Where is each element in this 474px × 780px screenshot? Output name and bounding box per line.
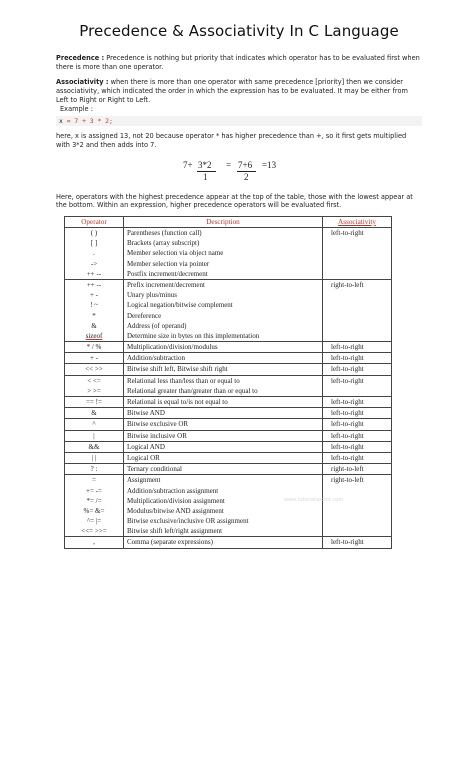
code-expression: = 7 + 3 * 2; <box>66 117 113 126</box>
associativity-value: left-to-right <box>331 431 364 440</box>
description-cell <box>124 353 323 364</box>
associativity-cell <box>323 537 392 548</box>
operator-symbol: + - <box>89 291 99 300</box>
code-prefix: x <box>59 117 67 126</box>
associativity-cell <box>323 441 392 452</box>
associativity-cell <box>323 228 392 280</box>
associativity-value: left-to-right <box>331 354 364 363</box>
operator-cell <box>65 408 124 419</box>
operator-symbol: == != <box>86 398 102 407</box>
operator-symbol: * / % <box>86 343 102 352</box>
operator-symbol: sizeof <box>85 331 103 340</box>
description-cell <box>124 441 323 452</box>
formula-frac1-denominator: 1 <box>203 171 208 182</box>
table-row <box>65 279 392 341</box>
operator-description: Logical negation/bitwise complement <box>127 301 233 310</box>
description-cell <box>124 364 323 375</box>
precedence-text: Precedence is nothing but priority that indicates which operator has to be evaluated first when there is more than one operator. <box>56 54 420 71</box>
associativity-cell <box>323 464 392 475</box>
example-label: Example : <box>60 104 93 113</box>
operator-symbol: > >= <box>87 386 101 395</box>
table-row <box>65 441 392 452</box>
table-header-row <box>65 217 392 228</box>
operator-symbol: * <box>92 311 96 320</box>
code-snippet <box>56 116 422 126</box>
associativity-label: Associativity : <box>56 78 109 87</box>
operator-symbol: . <box>93 249 95 258</box>
associativity-cell <box>323 342 392 353</box>
operator-description: Ternary conditional <box>127 465 182 474</box>
operator-cell <box>65 452 124 463</box>
description-cell <box>124 408 323 419</box>
operator-description: Brackets (array subscript) <box>127 239 200 248</box>
table-row <box>65 408 392 419</box>
document-page <box>56 22 422 549</box>
operator-symbol: ^= |= <box>86 517 102 526</box>
operator-description: Addition/subtraction <box>127 354 185 363</box>
description-cell <box>124 464 323 475</box>
operator-description: Bitwise AND <box>127 409 165 418</box>
operator-cell <box>65 430 124 441</box>
operator-description: Relational is equal to/is not equal to <box>127 398 228 407</box>
operator-description: Postfix increment/decrement <box>127 269 208 278</box>
description-cell <box>124 430 323 441</box>
table-row <box>65 228 392 280</box>
header-operator: Operator <box>65 217 124 228</box>
operator-cell <box>65 364 124 375</box>
associativity-cell <box>323 353 392 364</box>
associativity-cell <box>323 408 392 419</box>
operator-description: Bitwise exclusive OR <box>127 420 189 429</box>
operator-cell <box>65 279 124 341</box>
header-associativity: Associativity <box>323 217 392 228</box>
description-cell <box>124 452 323 463</box>
operator-description: Relational less than/less than or equal to <box>127 376 240 385</box>
associativity-value: left-to-right <box>331 229 364 238</box>
table-intro: Here, operators with the highest precedence appear at the top of the table, those with the lowest appear at the bottom. Within an expression, higher precedence operators will be evaluated first. <box>56 192 413 210</box>
operator-symbol: < <= <box>87 376 101 385</box>
associativity-cell <box>323 430 392 441</box>
precedence-label: Precedence : <box>56 54 105 62</box>
operator-description: Bitwise exclusive/inclusive OR assignment <box>127 517 249 526</box>
associativity-cell <box>323 375 392 396</box>
associativity-value: left-to-right <box>331 442 364 451</box>
associativity-value: right-to-left <box>331 280 364 289</box>
associativity-value: left-to-right <box>331 398 364 407</box>
operator-cell <box>65 441 124 452</box>
operator-description: Bitwise inclusive OR <box>127 431 187 440</box>
associativity-value: left-to-right <box>331 376 364 385</box>
operator-description: Address (of operand) <box>127 321 187 330</box>
operator-cell <box>65 375 124 396</box>
table-row <box>65 375 392 396</box>
associativity-value: left-to-right <box>331 409 364 418</box>
table-row <box>65 419 392 430</box>
table-row <box>65 397 392 408</box>
formula-frac2-numerator: 7+6 <box>238 159 253 170</box>
operator-description: Logical AND <box>127 442 165 451</box>
operator-description: Member selection via object name <box>127 249 224 258</box>
operator-description: Relational greater than/greater than or equal to <box>127 386 258 395</box>
associativity-value: left-to-right <box>331 365 364 374</box>
operator-description: Dereference <box>127 311 162 320</box>
table-row <box>65 430 392 441</box>
table-row <box>65 342 392 353</box>
operator-cell <box>65 475 124 537</box>
associativity-text: when there is more than one operator with same precedence [priority] then we consider associativity, which indicated the order in which the expression has to be evaluated. It may be either from Left to Right or Right to Left. <box>56 78 408 104</box>
operator-symbol: += -= <box>86 486 102 495</box>
description-cell <box>124 537 323 548</box>
watermark: www.tutorialspoint.com <box>284 497 344 503</box>
precedence-paragraph <box>56 54 422 71</box>
operator-symbol: & <box>91 409 97 418</box>
operator-cell <box>65 419 124 430</box>
operator-cell <box>65 228 124 280</box>
description-cell <box>124 228 323 280</box>
operator-symbol: && <box>88 442 100 451</box>
operator-symbol: -> <box>90 259 98 268</box>
operator-symbol: + - <box>89 354 99 363</box>
table-row <box>65 364 392 375</box>
formula-equals: = <box>226 159 232 170</box>
associativity-cell <box>323 397 392 408</box>
operator-symbol: = <box>92 476 96 485</box>
explanation-paragraph: here, x is assigned 13, not 20 because operator * has higher precedence than +, so it first gets multiplied with 3*2 and then adds into 7. <box>56 132 407 149</box>
operator-description: Determine size in bytes on this implementation <box>127 331 260 340</box>
operator-cell <box>65 353 124 364</box>
operator-cell <box>65 397 124 408</box>
operator-symbol: , <box>93 538 95 547</box>
associativity-value: right-to-left <box>331 465 364 474</box>
formula-frac2-denominator: 2 <box>244 171 249 182</box>
associativity-cell <box>323 419 392 430</box>
operator-description: Multiplication/division/modulus <box>127 343 218 352</box>
associativity-value: left-to-right <box>331 538 364 547</box>
operator-description: Modulus/bitwise AND assignment <box>127 506 224 515</box>
operator-symbol: *= /= <box>86 496 102 505</box>
table-row <box>65 475 392 537</box>
operator-symbol: ++ -- <box>86 280 102 289</box>
operator-symbol: ++ -- <box>86 269 102 278</box>
header-description: Description <box>124 217 323 228</box>
associativity-value: left-to-right <box>331 420 364 429</box>
operator-symbol: ? : <box>90 465 98 474</box>
associativity-value: right-to-left <box>331 476 364 485</box>
operator-symbol: ! ~ <box>90 301 98 310</box>
operator-cell <box>65 537 124 548</box>
operator-cell <box>65 342 124 353</box>
operator-symbol: <<= >>= <box>81 527 107 536</box>
operator-symbol: | | <box>91 453 97 462</box>
operator-symbol: | <box>93 431 95 440</box>
operator-symbol: ^ <box>92 420 96 429</box>
operator-description: Unary plus/minus <box>127 291 177 300</box>
associativity-paragraph <box>56 78 422 113</box>
operator-description: Comma (separate expressions) <box>127 538 213 547</box>
operator-description: Member selection via pointer <box>127 259 210 268</box>
associativity-cell <box>323 475 392 537</box>
associativity-cell <box>323 279 392 341</box>
associativity-cell <box>323 364 392 375</box>
description-cell <box>124 419 323 430</box>
operator-symbol: ( ) <box>90 229 98 238</box>
table-row <box>65 353 392 364</box>
description-cell <box>124 279 323 341</box>
operator-description: Bitwise shift left, Bitwise shift right <box>127 365 228 374</box>
operator-symbol: & <box>91 321 97 330</box>
table-row <box>65 537 392 548</box>
operator-description: Bitwise shift left/right assignment <box>127 527 223 536</box>
table-row <box>65 452 392 463</box>
page-title: Precedence & Associativity In C Language <box>79 22 399 40</box>
operator-description: Multiplication/division assignment <box>127 496 225 505</box>
operator-cell <box>65 464 124 475</box>
operator-symbol: %= &= <box>83 506 105 515</box>
operator-symbol: << >> <box>85 365 103 374</box>
formula-result: =13 <box>262 159 277 170</box>
associativity-value: left-to-right <box>331 453 364 462</box>
operator-symbol: [ ] <box>90 239 98 248</box>
operator-description: Parentheses (function call) <box>127 229 202 238</box>
description-cell <box>124 375 323 396</box>
associativity-value: left-to-right <box>331 343 364 352</box>
associativity-cell <box>323 452 392 463</box>
operator-description: Prefix increment/decrement <box>127 280 205 289</box>
description-cell <box>124 342 323 353</box>
operator-description: Addition/subtraction assignment <box>127 486 219 495</box>
description-cell <box>124 475 323 537</box>
math-formula <box>56 157 422 185</box>
table-row <box>65 464 392 475</box>
description-cell <box>124 397 323 408</box>
operator-description: Assignment <box>127 476 161 485</box>
formula-lhs: 7+ <box>183 159 193 170</box>
operator-description: Logical OR <box>127 453 160 462</box>
formula-frac1-numerator: 3*2 <box>198 159 212 170</box>
